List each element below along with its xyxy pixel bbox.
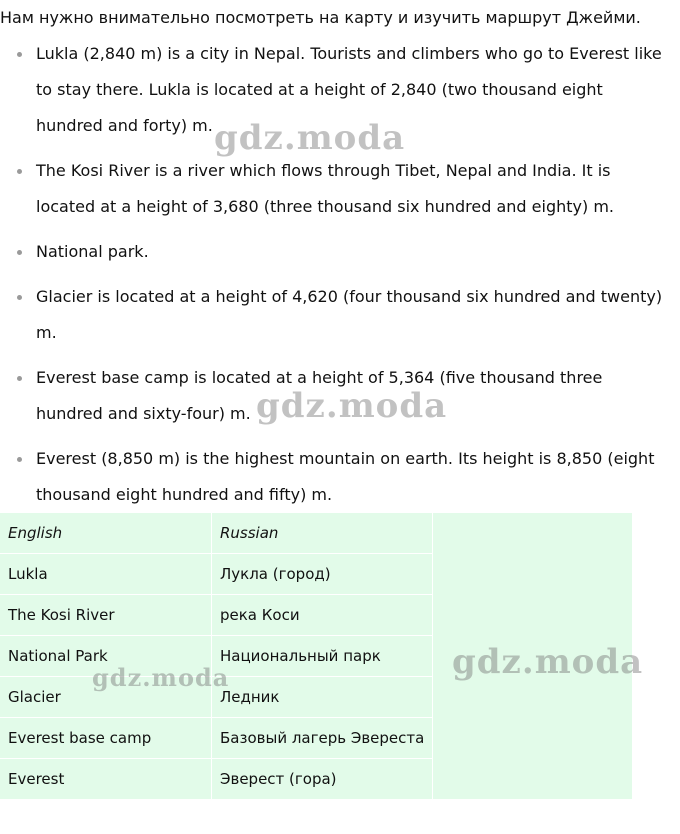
bullet-dot-icon	[17, 376, 22, 381]
cell-english: Everest	[0, 759, 212, 800]
watermark: gdz.moda	[256, 386, 448, 426]
table-row	[0, 636, 433, 677]
table-row	[0, 554, 433, 595]
bullet-dot-icon	[17, 457, 22, 462]
bullet-dot-icon	[17, 169, 22, 174]
list-item-text: The Kosi River is a river which flows through Tibet, Nepal and India. It is located at a height of 3,680 (three thousand six hundred and eighty) m.	[36, 161, 614, 216]
table-row	[0, 718, 433, 759]
cell-russian: Базовый лагерь Эвереста	[212, 718, 433, 759]
table-row	[0, 595, 433, 636]
cell-english: Lukla	[0, 554, 212, 595]
watermark: gdz.moda	[452, 642, 644, 682]
bullet-dot-icon	[17, 295, 22, 300]
cell-russian: Эверест (гора)	[212, 759, 433, 800]
list-item-text: Everest base camp is located at a height of 5,364 (five thousand three hundred and sixty-four) m.	[36, 368, 603, 423]
table-header-row	[0, 513, 433, 554]
list-item	[0, 153, 680, 225]
cell-russian: Национальный парк	[212, 636, 433, 677]
bullet-dot-icon	[17, 52, 22, 57]
bullet-dot-icon	[17, 250, 22, 255]
header-english: English	[0, 513, 212, 554]
list-item	[0, 36, 680, 144]
list-item	[0, 234, 680, 270]
list-item-text: National park.	[36, 242, 149, 261]
list-item	[0, 360, 680, 432]
list-item-text: Lukla (2,840 m) is a city in Nepal. Tourists and climbers who go to Everest like to stay there. Lukla is located at a height of 2,840 (two thousand eight hundred and forty) m.	[36, 44, 662, 135]
cell-english: Glacier	[0, 677, 212, 718]
cell-english: National Park	[0, 636, 212, 677]
watermark: gdz.moda	[214, 118, 406, 158]
cell-english: Everest base camp	[0, 718, 212, 759]
list-item	[0, 441, 680, 513]
landmark-list	[0, 36, 680, 522]
list-item	[0, 279, 680, 351]
table-row	[0, 677, 433, 718]
cell-russian: Ледник	[212, 677, 433, 718]
cell-russian: Лукла (город)	[212, 554, 433, 595]
watermark: gdz.moda	[92, 663, 230, 692]
list-item-text: Everest (8,850 m) is the highest mountain on earth. Its height is 8,850 (eight thousand eight hundred and fifty) m.	[36, 449, 655, 504]
cell-english: The Kosi River	[0, 595, 212, 636]
table-row	[0, 759, 433, 800]
cell-russian: река Коси	[212, 595, 433, 636]
vocabulary-table	[0, 513, 433, 799]
intro-text: Нам нужно внимательно посмотреть на карту и изучить маршрут Джейми.	[0, 8, 641, 27]
list-item-text: Glacier is located at a height of 4,620 (four thousand six hundred and twenty) m.	[36, 287, 663, 342]
header-russian: Russian	[212, 513, 433, 554]
vocabulary-table-block	[0, 513, 632, 799]
